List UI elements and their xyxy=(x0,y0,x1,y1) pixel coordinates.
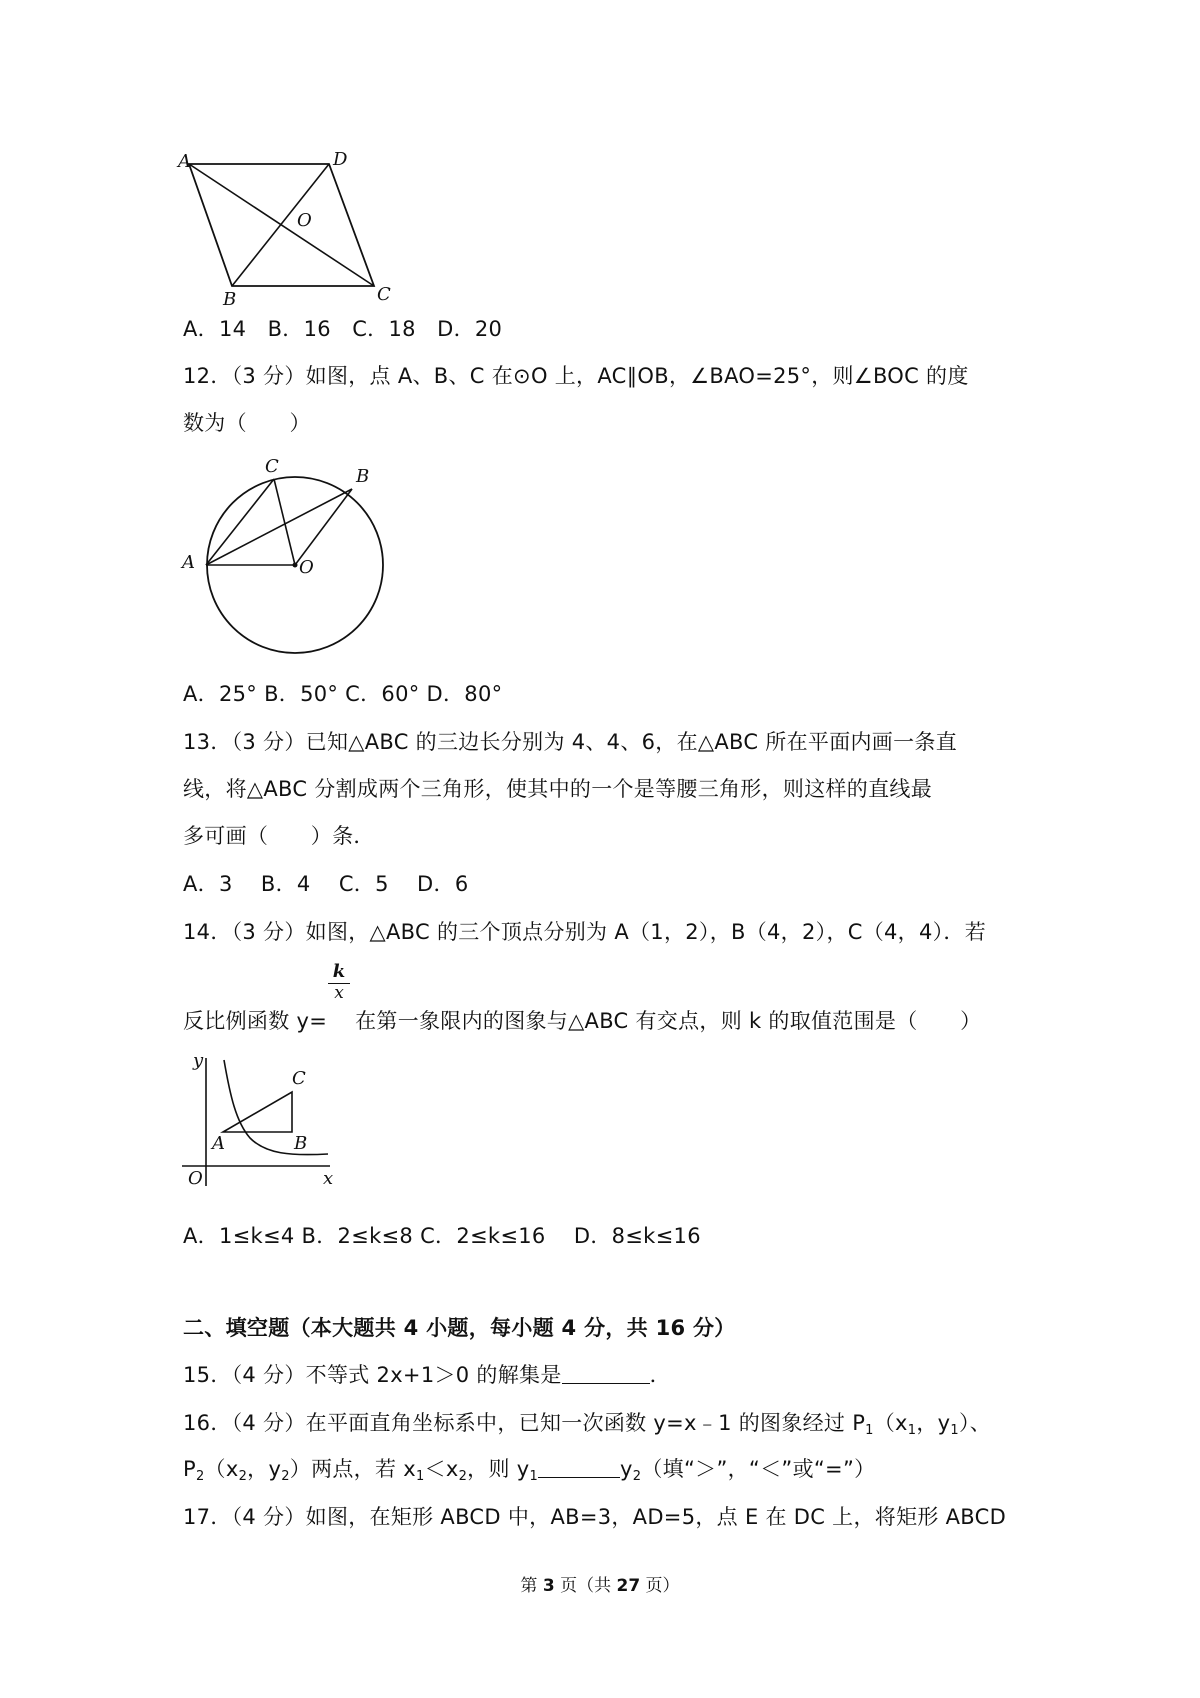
q16-text-line1: 16．（4 分）在平面直角坐标系中，已知一次函数 y=x﹣1 的图象经过 $P_1(x_1$，$y_1$）、 xyxy=(183,1411,992,1438)
q14-text-line2 xyxy=(183,1007,981,1035)
q13-text-line1: 13．（3 分）已知△ABC 的三边长分别为 4、4、6，在△ABC 所在平面内画一条直 xyxy=(183,730,957,754)
label-d: D xyxy=(333,149,348,170)
label-b: B xyxy=(356,466,370,487)
hyperbola-curve xyxy=(224,1060,328,1155)
q15-text xyxy=(183,1361,671,1389)
label-a: A xyxy=(212,1133,225,1154)
segment-ac xyxy=(206,479,274,565)
q12-circle-figure xyxy=(180,455,390,655)
label-x: x xyxy=(323,1168,334,1189)
q14-line2-suffix: 在第一象限内的图象与△ABC 有交点，则 k 的取值范围是（ ） xyxy=(355,1009,982,1033)
label-o: O xyxy=(299,557,314,578)
q15-suffix: ． xyxy=(649,1363,671,1387)
q13-text-line3: 多可画（ ）条． xyxy=(183,824,375,848)
q14-graph-figure xyxy=(180,1050,340,1190)
section2-header: 二、填空题（本大题共 4 小题，每小题 4 分，共 16 分） xyxy=(183,1316,736,1340)
label-c: C xyxy=(265,456,279,477)
label-o: O xyxy=(188,1168,203,1189)
fraction-k-over-x xyxy=(328,962,350,1002)
footer-total-pages: 27 xyxy=(616,1576,641,1596)
q11-options: A．14 B．16 C．18 D．20 xyxy=(183,317,503,341)
page-footer: 第 3 页（共 27 页） xyxy=(520,1576,680,1596)
fraction-numerator: k xyxy=(332,961,346,982)
label-y: y xyxy=(193,1050,204,1071)
q13-options: A．3 B．4 C．5 D．6 xyxy=(183,872,469,896)
footer-page-number: 3 xyxy=(542,1576,555,1596)
q15-answer-blank xyxy=(562,1361,650,1384)
segment-bo xyxy=(295,489,352,565)
q12-text-line2: 数为（ ） xyxy=(183,411,311,435)
label-o: O xyxy=(297,210,312,231)
q16-text-line2: $P_2(x_2$，$y_2$）两点，若 $x_1<x_2$，则 $y_1$ $y_2$（填“＞”，“＜”或“=”） xyxy=(183,1457,876,1484)
q14-line2-prefix: 反比例函数 y= xyxy=(183,1009,328,1033)
label-c: C xyxy=(292,1068,306,1089)
q17-text-line1: 17．（4 分）如图，在矩形 ABCD 中，AB=3，AD=5，点 E 在 DC 上，将矩形 ABCD xyxy=(183,1505,1007,1529)
diagonal-bd xyxy=(232,164,329,286)
q14-options: A．1≤k≤4 B．2≤k≤8 C．2≤k≤16 D．8≤k≤16 xyxy=(183,1224,701,1248)
q12-text-line1: 12．（3 分）如图，点 A、B、C 在⊙O 上，AC∥OB，∠BAO=25°，则∠BOC 的度 xyxy=(183,364,969,388)
label-b: B xyxy=(294,1133,308,1154)
q11-parallelogram-figure xyxy=(178,145,400,310)
q12-options: A．25° B．50° C．60° D．80° xyxy=(183,682,503,706)
q14-text-line1: 14．（3 分）如图，△ABC 的三个顶点分别为 A（1，2），B（4，2），C（4，4）．若 xyxy=(183,920,987,944)
segment-co xyxy=(274,479,295,565)
fraction-denominator: x xyxy=(334,983,344,1003)
triangle-abc xyxy=(223,1092,292,1132)
label-a: A xyxy=(182,552,195,573)
center-point xyxy=(293,563,298,568)
q15-prefix: 15．（4 分）不等式 2x+1＞0 的解集是 xyxy=(183,1363,562,1387)
q13-text-line2: 线，将△ABC 分割成两个三角形，使其中的一个是等腰三角形，则这样的直线最 xyxy=(183,777,932,801)
label-c: C xyxy=(377,284,391,305)
q16-answer-blank xyxy=(538,1455,620,1478)
label-a: A xyxy=(178,151,191,172)
label-b: B xyxy=(223,289,237,310)
